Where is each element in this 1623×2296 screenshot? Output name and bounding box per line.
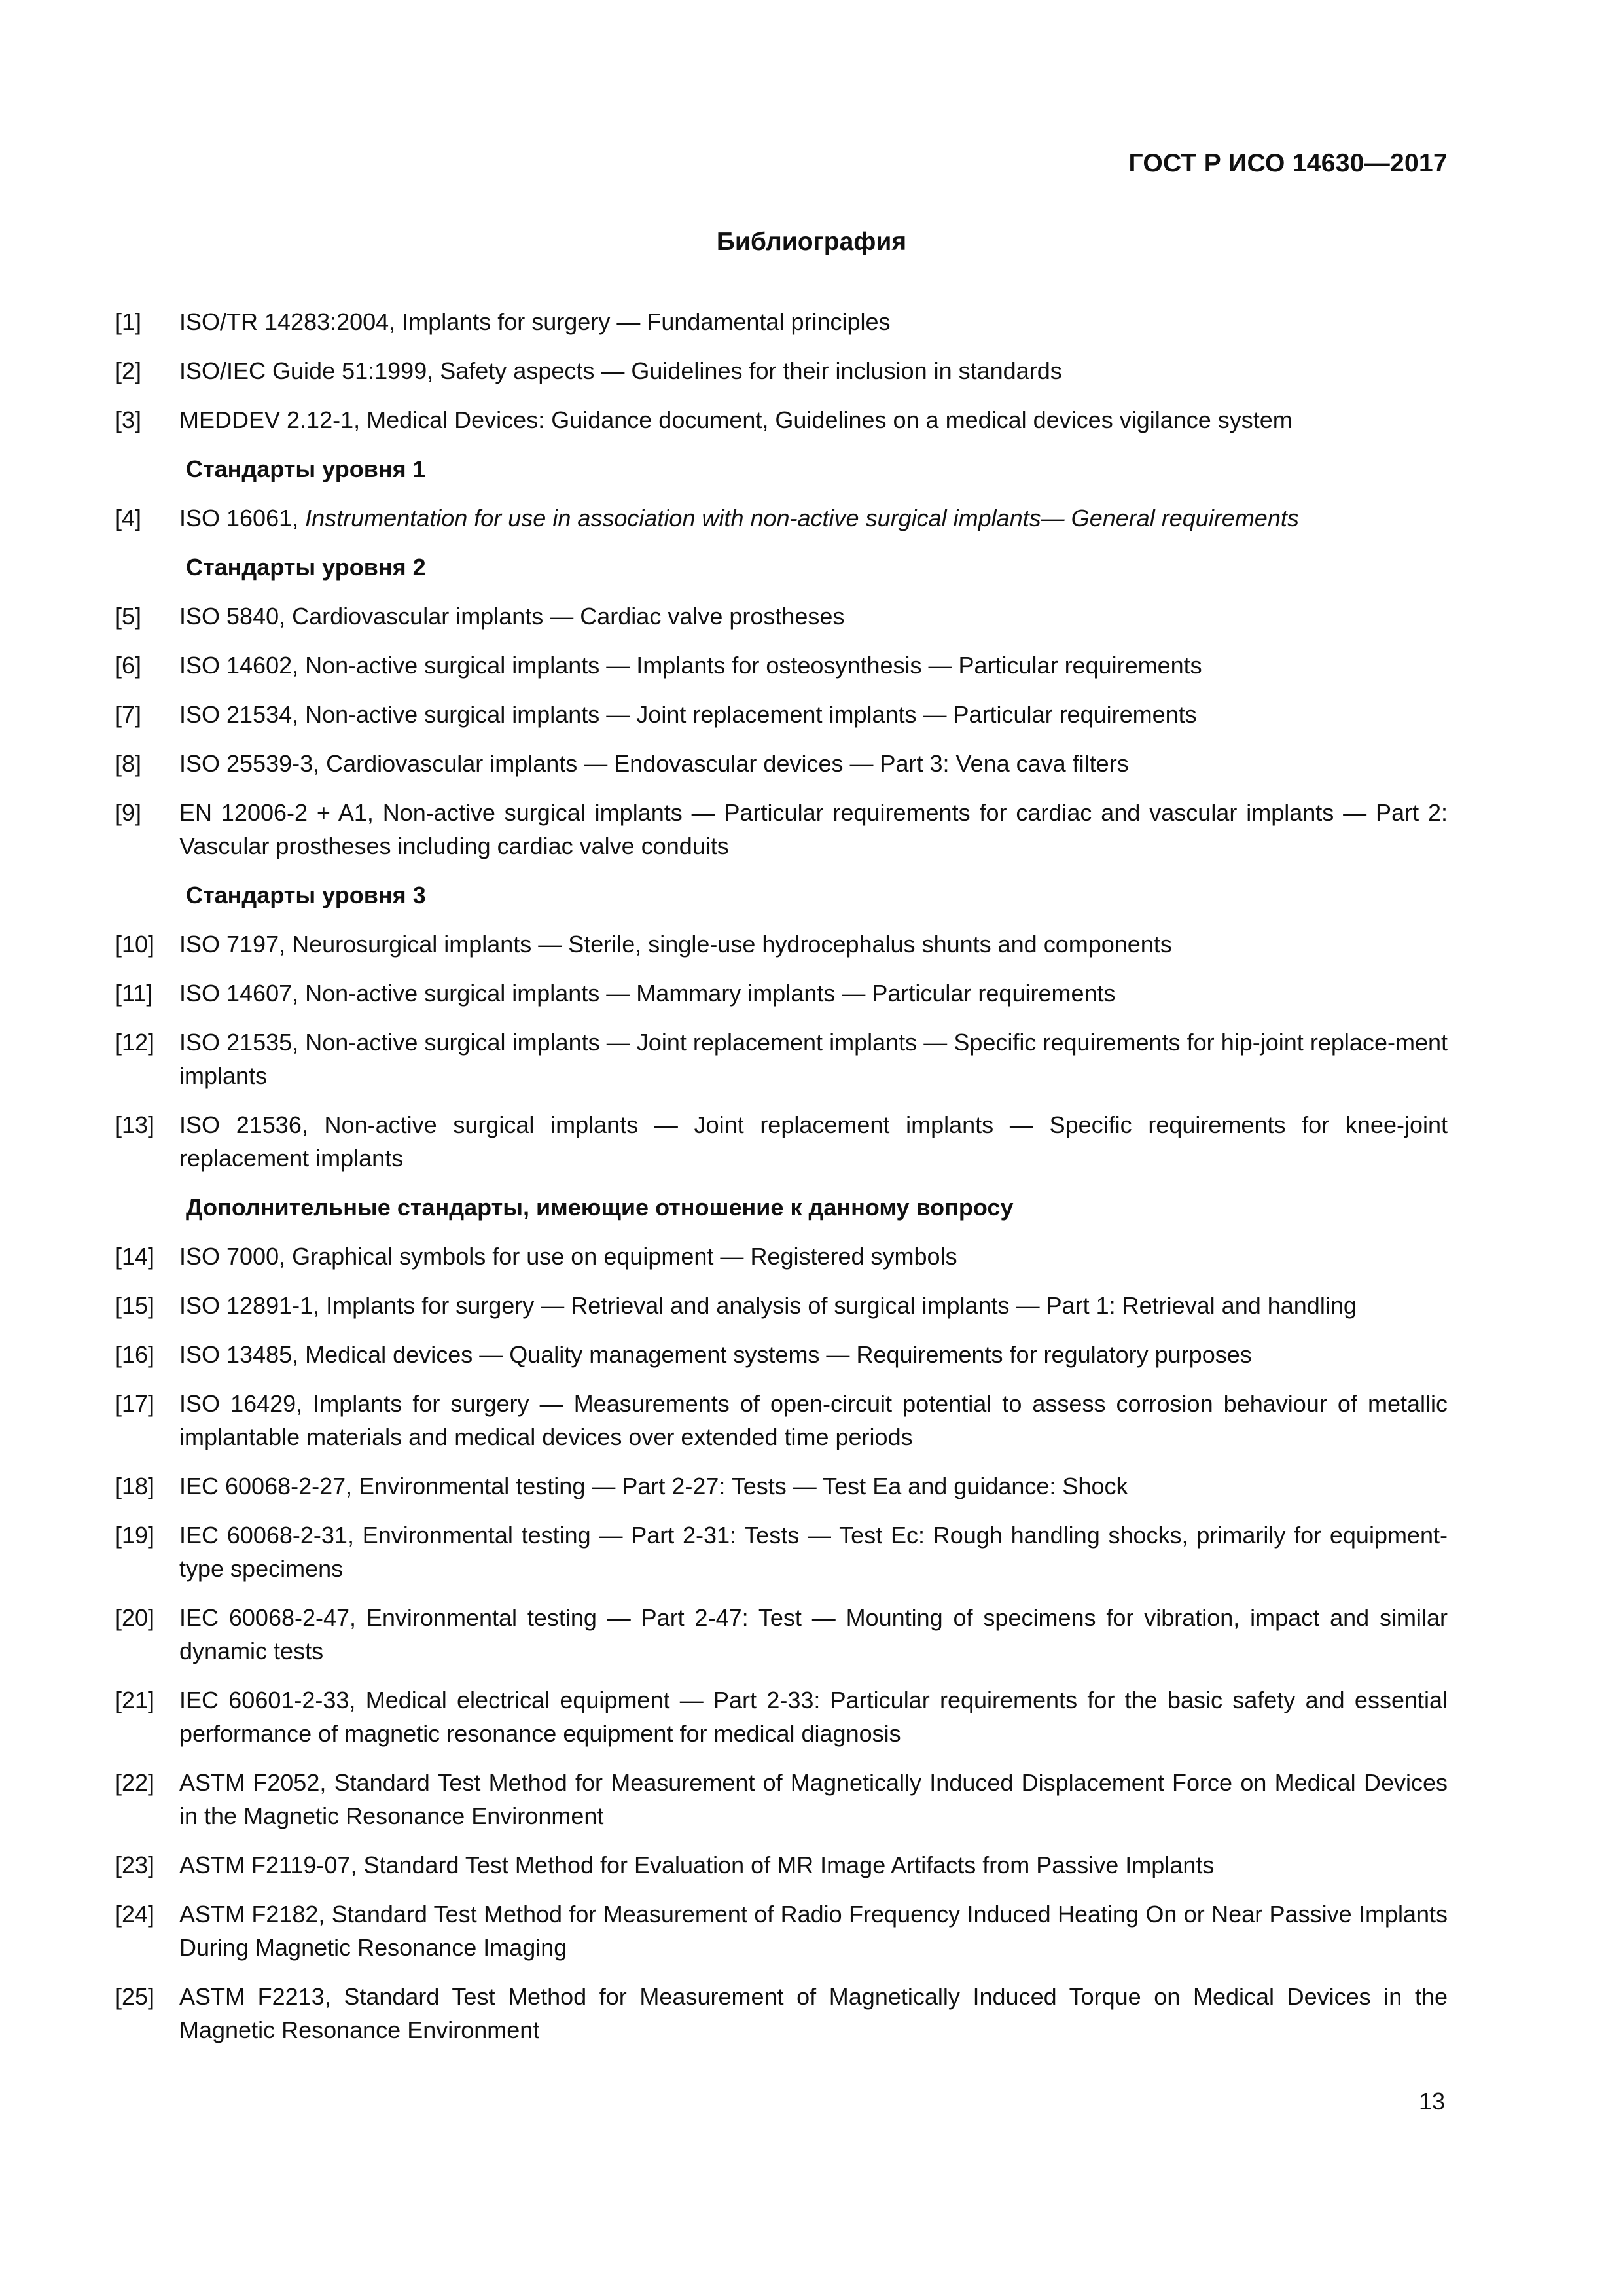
reference-number: [19] <box>115 1522 155 1549</box>
reference-entry <box>115 1683 1448 1750</box>
reference-text: ISO 25539-3, Cardiovascular implants — Endovascular devices — Part 3: Vena cava filters <box>179 750 1129 777</box>
reference-entry <box>115 698 1448 731</box>
reference-text: ASTM F2213, Standard Test Method for Measurement of Magnetically Induced Torque on Medical Devices in the Magnetic Resonance Environment <box>179 1983 1448 2043</box>
reference-number: [12] <box>115 1029 155 1056</box>
reference-number: [14] <box>115 1243 155 1270</box>
reference-text: ISO 7197, Neurosurgical implants — Sterile, single-use hydrocephalus shunts and components <box>179 931 1172 958</box>
reference-text: ASTM F2052, Standard Test Method for Measurement of Magnetically Induced Displacement Force on Medical Devices in the Magnetic Resonance Environment <box>179 1769 1448 1829</box>
reference-number: [18] <box>115 1473 155 1499</box>
reference-text: ISO 16429, Implants for surgery — Measurements of open-circuit potential to assess corrosion behaviour of metallic implantable materials and medical devices over extended time periods <box>179 1390 1448 1450</box>
reference-number: [21] <box>115 1687 155 1713</box>
reference-entry <box>115 1338 1448 1371</box>
reference-entry <box>115 1108 1448 1175</box>
reference-entry <box>115 1518 1448 1585</box>
reference-number: [8] <box>115 750 142 777</box>
reference-number: [7] <box>115 701 142 728</box>
reference-number: [9] <box>115 799 142 826</box>
reference-text: ISO 21534, Non-active surgical implants — Joint replacement implants — Particular requirements <box>179 701 1197 728</box>
reference-text: ASTM F2119-07, Standard Test Method for Evaluation of MR Image Artifacts from Passive Implants <box>179 1852 1215 1878</box>
reference-text: IEC 60068-2-31, Environmental testing — Part 2-31: Tests — Test Ec: Rough handling shocks, primarily for equipment-type specimens <box>179 1522 1448 1582</box>
reference-number: [25] <box>115 1983 155 2010</box>
reference-entry <box>115 1766 1448 1833</box>
reference-number: [16] <box>115 1341 155 1368</box>
reference-entry <box>115 1387 1448 1454</box>
reference-number: [1] <box>115 308 142 335</box>
section-heading-level-1: Стандарты уровня 1 <box>186 456 426 482</box>
document-id: ГОСТ Р ИСО 14630—2017 <box>1128 149 1448 177</box>
reference-number: [3] <box>115 406 142 433</box>
reference-text: ISO 14602, Non-active surgical implants — Implants for osteosynthesis — Particular requirements <box>179 652 1202 679</box>
reference-entry <box>115 1469 1448 1503</box>
reference-entry <box>115 977 1448 1010</box>
reference-entry <box>115 354 1448 387</box>
reference-entry <box>115 305 1448 338</box>
reference-entry <box>115 403 1448 437</box>
reference-entry <box>115 600 1448 633</box>
reference-number: [11] <box>115 980 153 1007</box>
reference-entry <box>115 1289 1448 1322</box>
reference-entry <box>115 796 1448 863</box>
reference-entry <box>115 1601 1448 1668</box>
reference-number: [15] <box>115 1292 155 1319</box>
reference-text: EN 12006-2 + A1, Non-active surgical implants — Particular requirements for cardiac and vascular implants — Part 2: Vascular prostheses including cardiac valve conduits <box>179 799 1448 859</box>
reference-text: ISO/TR 14283:2004, Implants for surgery — Fundamental principles <box>179 308 891 335</box>
reference-number: [6] <box>115 652 142 679</box>
section-heading-additional: Дополнительные стандарты, имеющие отношение к данному вопросу <box>186 1194 1014 1221</box>
page-number: 13 <box>1418 2088 1445 2115</box>
reference-number: [5] <box>115 603 142 630</box>
reference-prefix: ISO 16061, <box>179 505 306 531</box>
reference-number: [23] <box>115 1852 155 1878</box>
reference-number: [13] <box>115 1111 155 1138</box>
reference-text: MEDDEV 2.12-1, Medical Devices: Guidance document, Guidelines on a medical devices vigilance system <box>179 406 1293 433</box>
reference-entry <box>115 1026 1448 1092</box>
reference-number: [17] <box>115 1390 155 1417</box>
reference-number: [2] <box>115 357 142 384</box>
reference-text: IEC 60601-2-33, Medical electrical equipment — Part 2-33: Particular requirements for the basic safety and essential performance of magnetic resonance equipment for medical diagnosis <box>179 1687 1448 1747</box>
reference-number: [20] <box>115 1604 155 1631</box>
reference-text: ISO 7000, Graphical symbols for use on equipment — Registered symbols <box>179 1243 957 1270</box>
reference-text: IEC 60068-2-47, Environmental testing — Part 2-47: Test — Mounting of specimens for vibration, impact and similar dynamic tests <box>179 1604 1448 1664</box>
reference-number: [10] <box>115 931 155 958</box>
reference-text: ISO 5840, Cardiovascular implants — Cardiac valve prostheses <box>179 603 845 630</box>
reference-entry <box>115 1848 1448 1882</box>
reference-entry <box>115 747 1448 780</box>
reference-text <box>179 501 1448 535</box>
reference-text: IEC 60068-2-27, Environmental testing — Part 2-27: Tests — Test Ea and guidance: Shock <box>179 1473 1128 1499</box>
reference-italic-title: Instrumentation for use in association with non-active surgical implants— General requirements <box>305 505 1299 531</box>
reference-entry <box>115 1897 1448 1964</box>
bibliography-list <box>115 305 1448 2062</box>
reference-text: ISO 21536, Non-active surgical implants — Joint replacement implants — Specific requirements for knee-joint replacement implants <box>179 1111 1448 1172</box>
reference-entry <box>115 501 1448 535</box>
reference-number: [4] <box>115 505 142 531</box>
page-title: Библиография <box>716 228 907 256</box>
reference-text: ISO 21535, Non-active surgical implants — Joint replacement implants — Specific requirements for hip-joint replace-ment implants <box>179 1029 1448 1089</box>
section-heading-level-3: Стандарты уровня 3 <box>186 882 426 908</box>
reference-entry <box>115 1240 1448 1273</box>
reference-text: ASTM F2182, Standard Test Method for Measurement of Radio Frequency Induced Heating On or Near Passive Implants During Magnetic Resonance Imaging <box>179 1901 1448 1961</box>
section-heading-level-2: Стандарты уровня 2 <box>186 554 426 581</box>
reference-number: [24] <box>115 1901 155 1928</box>
reference-entry <box>115 927 1448 961</box>
reference-entry <box>115 649 1448 682</box>
reference-text: ISO 14607, Non-active surgical implants — Mammary implants — Particular requirements <box>179 980 1116 1007</box>
reference-entry <box>115 1980 1448 2047</box>
reference-text: ISO 12891-1, Implants for surgery — Retrieval and analysis of surgical implants — Part 1: Retrieval and handling <box>179 1292 1357 1319</box>
reference-text: ISO/IEC Guide 51:1999, Safety aspects — Guidelines for their inclusion in standards <box>179 357 1062 384</box>
reference-text: ISO 13485, Medical devices — Quality management systems — Requirements for regulatory purposes <box>179 1341 1252 1368</box>
reference-number: [22] <box>115 1769 155 1796</box>
